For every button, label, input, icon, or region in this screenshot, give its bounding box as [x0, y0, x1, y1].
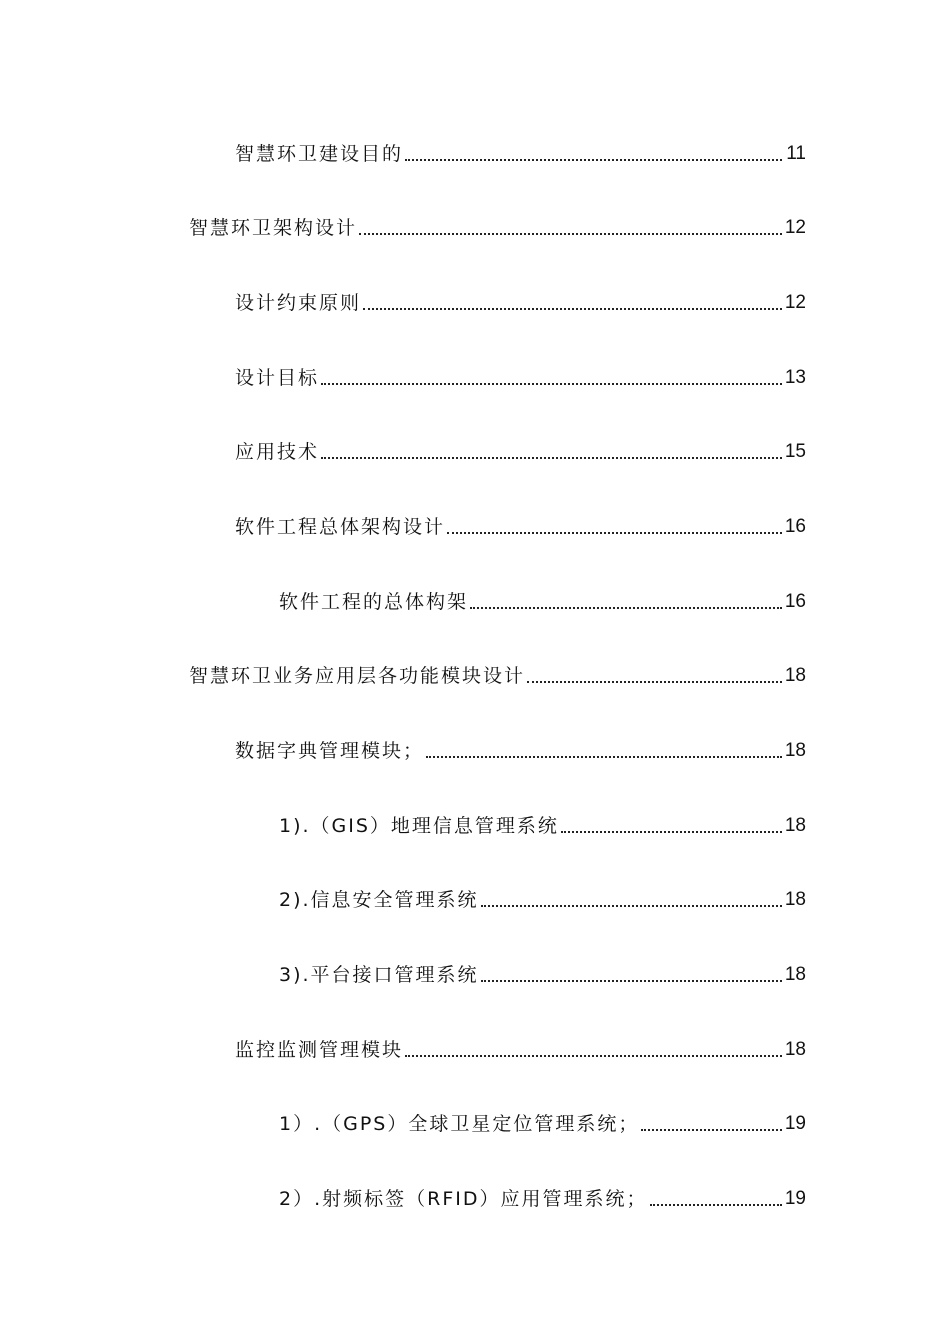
toc-dot-leader — [447, 532, 782, 534]
toc-entry-data-dictionary[interactable] — [235, 733, 806, 763]
toc-entry-title: 设计约束原则 — [235, 292, 362, 314]
toc-entry-title: 软件工程总体架构设计 — [235, 516, 446, 538]
toc-entry-function-modules[interactable] — [189, 658, 806, 688]
toc-page-number: 12 — [784, 292, 806, 313]
toc-entry-title: 应用技术 — [235, 441, 320, 463]
toc-page-number: 16 — [784, 591, 806, 612]
toc-entry-software-framework[interactable] — [279, 584, 806, 614]
toc-dot-leader — [641, 1129, 782, 1131]
toc-entry-title: 设计目标 — [235, 367, 320, 389]
toc-page-number: 19 — [784, 1113, 806, 1134]
toc-page-number: 18 — [784, 740, 806, 761]
toc-page-number: 16 — [784, 516, 806, 537]
toc-entry-platform-interface[interactable] — [279, 957, 806, 987]
toc-dot-leader — [470, 607, 782, 609]
toc-dot-leader — [359, 233, 782, 235]
toc-dot-leader — [405, 159, 782, 161]
toc-page-number: 18 — [784, 964, 806, 985]
toc-entry-architecture-design[interactable] — [189, 210, 806, 240]
toc-entry-info-security[interactable] — [279, 882, 806, 912]
toc-dot-leader — [481, 905, 782, 907]
toc-entry-monitoring-module[interactable] — [235, 1032, 806, 1062]
toc-page-number: 15 — [784, 441, 806, 462]
toc-page-number: 12 — [784, 217, 806, 238]
toc-entry-title: 2).信息安全管理系统 — [279, 889, 479, 911]
toc-page-number: 19 — [784, 1188, 806, 1209]
toc-dot-leader — [321, 383, 782, 385]
toc-entry-title: 智慧环卫业务应用层各功能模块设计 — [189, 665, 526, 687]
toc-dot-leader — [363, 308, 782, 310]
toc-entry-design-constraints[interactable] — [235, 285, 806, 315]
toc-entry-title: 1）.（GPS）全球卫星定位管理系统； — [279, 1113, 640, 1135]
toc-dot-leader — [650, 1204, 783, 1206]
toc-dot-leader — [426, 756, 782, 758]
toc-dot-leader — [405, 1055, 782, 1057]
toc-dot-leader — [321, 457, 782, 459]
toc-entry-title: 3).平台接口管理系统 — [279, 964, 479, 986]
toc-entry-title: 软件工程的总体构架 — [279, 591, 469, 613]
toc-entry-title: 2）.射频标签（RFID）应用管理系统； — [279, 1188, 648, 1210]
toc-entry-rfid-system[interactable] — [279, 1181, 806, 1211]
toc-page-number: 18 — [784, 815, 806, 836]
toc-page-number: 18 — [784, 1039, 806, 1060]
toc-page-number: 11 — [786, 143, 806, 164]
toc-dot-leader — [481, 980, 782, 982]
toc-entry-title: 1).（GIS）地理信息管理系统 — [279, 815, 559, 837]
toc-dot-leader — [561, 831, 782, 833]
toc-entry-software-architecture[interactable] — [235, 509, 806, 539]
toc-entry-gis-system[interactable] — [279, 808, 806, 838]
toc-entry-title: 智慧环卫架构设计 — [189, 217, 358, 239]
toc-entry-title: 智慧环卫建设目的 — [235, 143, 404, 165]
toc-entry-applied-technology[interactable] — [235, 434, 806, 464]
toc-entry-gps-system[interactable] — [279, 1106, 806, 1136]
toc-dot-leader — [527, 681, 782, 683]
toc-page-number: 13 — [784, 367, 806, 388]
toc-entry-construction-goals[interactable] — [235, 136, 806, 166]
toc-entry-title: 监控监测管理模块 — [235, 1039, 404, 1061]
toc-page-number: 18 — [784, 665, 806, 686]
toc-entry-title: 数据字典管理模块； — [235, 740, 425, 762]
toc-page-number: 18 — [784, 889, 806, 910]
toc-entry-design-targets[interactable] — [235, 360, 806, 390]
